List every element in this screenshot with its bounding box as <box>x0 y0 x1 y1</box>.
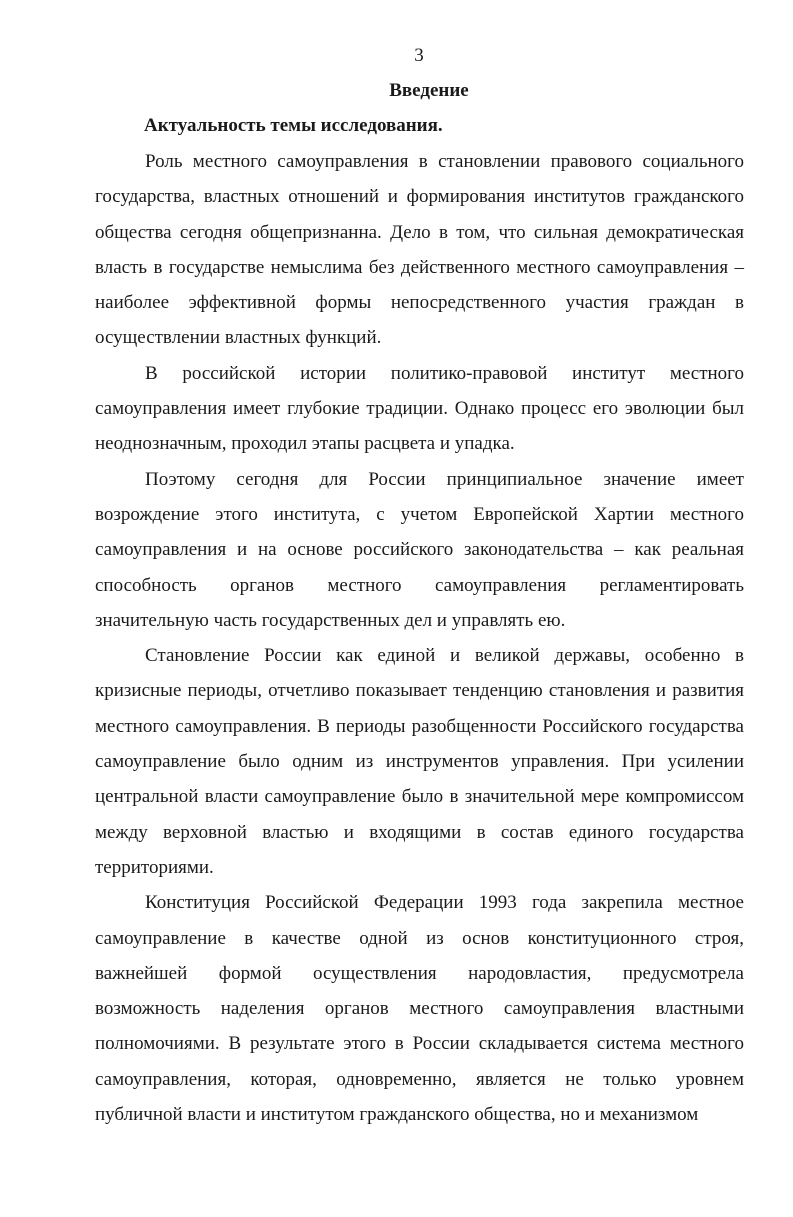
section-heading: Введение <box>389 80 469 101</box>
section-subheading: Актуальность темы исследования. <box>144 115 443 136</box>
paragraph: Становление России как единой и великой державы, особенно в кризисные периоды, отчетливо показывает тенденцию становления и развития местного самоуправления. В периоды разобщенности Российского государства самоуправление было одним из инструментов управления. При усилении центральной власти самоуправление было в значительной мере компромиссом между верховной властью и входящими в состав единого государства территориями. <box>95 645 744 878</box>
paragraph: Роль местного самоуправления в становлении правового социального государства, властных отношений и формирования институтов гражданского общества сегодня общепризнанна. Дело в том, что сильная демократическая власть в государстве немыслима без действенного местного самоуправления – наиболее эффективной формы непосредственного участия граждан в осуществлении властных функций. <box>95 151 744 349</box>
paragraph: В российской истории политико-правовой институт местного самоуправления имеет глубокие традиции. Однако процесс его эволюции был неоднозначным, проходил этапы расцвета и упадка. <box>95 362 744 455</box>
page-number: 3 <box>414 45 424 66</box>
body-text <box>95 144 744 1132</box>
paragraph: Поэтому сегодня для России принципиальное значение имеет возрождение этого института, с учетом Европейской Хартии местного самоуправления и на основе российского законодательства – как реальная способность органов местного самоуправления регламентировать значительную часть государственных дел и управлять ею. <box>95 468 744 631</box>
paragraph: Конституция Российской Федерации 1993 года закрепила местное самоуправление в качестве одной из основ конституционного строя, важнейшей формой осуществления народовластия, предусмотрела возможность наделения органов местного самоуправления властными полномочиями. В результате этого в России складывается система местного самоуправления, которая, одновременно, является не только уровнем публичной власти и институтом гражданского общества, но и механизмом <box>95 892 744 1126</box>
